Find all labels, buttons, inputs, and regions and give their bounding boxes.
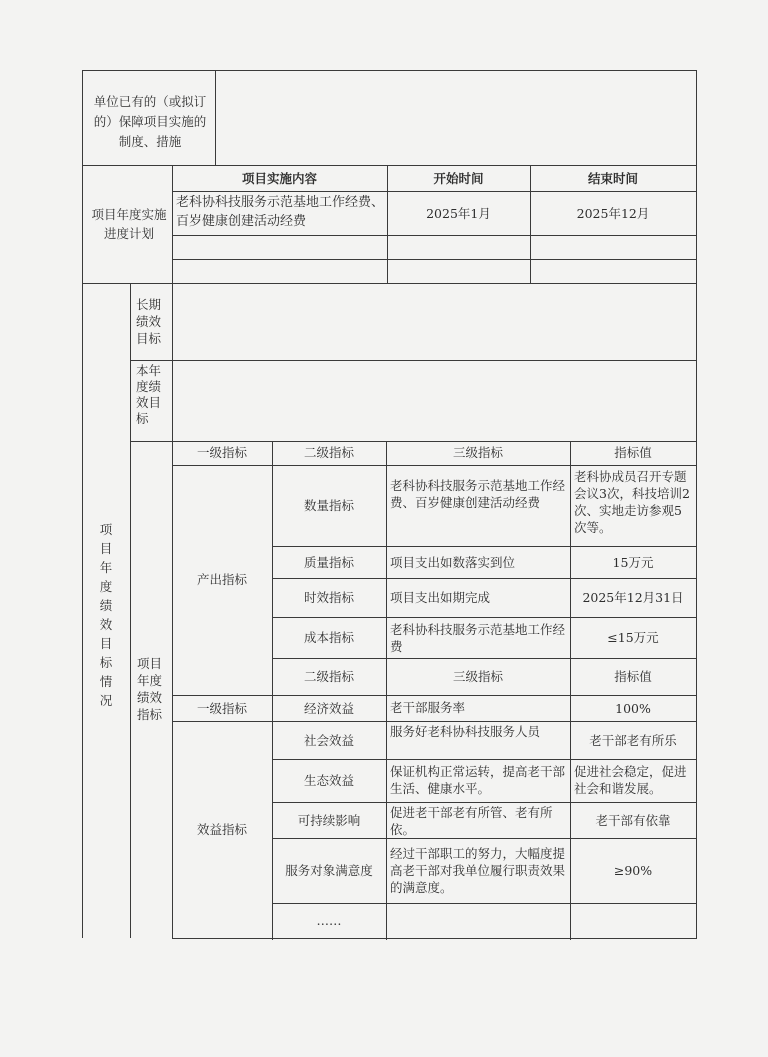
- long-term-label: 长期绩效目标: [136, 297, 162, 346]
- l2-ecological: 生态效益: [303, 773, 354, 788]
- schedule-label: 项目年度实施进度计划: [91, 207, 167, 241]
- schedule-header-content: 项目实施内容: [241, 171, 317, 186]
- schedule-header-start: 开始时间: [433, 171, 484, 186]
- table-border: [130, 441, 697, 442]
- output-indicator-label: 产出指标: [196, 572, 247, 587]
- table-border: [82, 70, 83, 938]
- perf-section-label: 项目年度绩效目标情况: [99, 522, 113, 708]
- l3-quantity: 老科协科技服务示范基地工作经费、百岁健康创建活动经费: [390, 478, 566, 510]
- value-cost: ≤15万元: [607, 630, 659, 645]
- value-economic: 100%: [615, 700, 651, 716]
- l3-economic: 老干部服务率: [390, 700, 466, 715]
- table-border: [215, 70, 216, 165]
- l2-social: 社会效益: [303, 732, 354, 748]
- l2-quality: 质量指标: [303, 554, 354, 570]
- table-border: [130, 283, 131, 938]
- l3-ecological: 保证机构正常运转，提高老干部生活、健康水平。: [390, 764, 566, 796]
- schedule-row-end: 2025年12月: [576, 206, 650, 221]
- col-header-l1: 一级指标: [196, 445, 247, 460]
- table-border: [172, 465, 697, 466]
- table-border: [130, 360, 697, 361]
- value-quality: 15万元: [612, 554, 654, 570]
- value-social: 老干部老有所乐: [589, 732, 677, 748]
- l2-cost: 成本指标: [303, 630, 354, 645]
- table-border: [82, 70, 697, 71]
- value-satisfaction: ≥90%: [613, 863, 653, 878]
- measures-label: 单位已有的（或拟订的）保障项目实施的制度、措施: [93, 94, 207, 149]
- l3-timeliness: 项目支出如期完成: [390, 590, 491, 605]
- col-header-l2: 二级指标: [303, 445, 354, 460]
- table-border: [82, 165, 697, 166]
- value-ecological: 促进社会稳定，促进社会和谐发展。: [574, 764, 687, 796]
- l2-timeliness: 时效指标: [303, 590, 354, 605]
- l2-sustainable: 可持续影响: [297, 812, 361, 828]
- value-header-repeat: 指标值: [614, 669, 652, 684]
- schedule-row-content: 老科协科技服务示范基地工作经费、百岁健康创建活动经费: [176, 195, 385, 229]
- annual-label: 本年度绩效目标: [136, 363, 162, 426]
- table-border: [696, 70, 697, 938]
- indicators-label: 项目年度绩效指标: [137, 656, 163, 722]
- l2-satisfaction: 服务对象满意度: [285, 863, 373, 878]
- l2-header-repeat: 二级指标: [303, 669, 354, 684]
- l3-quality: 项目支出如数落实到位: [390, 555, 516, 570]
- col-header-l3: 三级指标: [452, 445, 503, 460]
- l2-quantity: 数量指标: [303, 498, 354, 513]
- l1-header-repeat: 一级指标: [196, 700, 247, 716]
- l3-cost: 老科协科技服务示范基地工作经费: [390, 622, 566, 654]
- schedule-header-end: 结束时间: [587, 171, 638, 186]
- table-border: [172, 191, 697, 192]
- l3-sustainable: 促进老干部老有所管、老有所依。: [390, 805, 553, 837]
- value-quantity: 老科协成员召开专题会议3次，科技培训2次、实地走访参观5次等。: [574, 469, 690, 535]
- l3-header-repeat: 三级指标: [452, 669, 503, 684]
- table-border: [82, 283, 697, 284]
- table-border: [172, 259, 697, 260]
- table-border: [172, 235, 697, 236]
- col-header-value: 指标值: [614, 445, 652, 460]
- benefit-indicator-label: 效益指标: [196, 822, 247, 837]
- l2-economic: 经济效益: [303, 700, 354, 716]
- value-timeliness: 2025年12月31日: [582, 590, 684, 605]
- schedule-row-start: 2025年1月: [426, 206, 491, 221]
- l3-social: 服务好老科协科技服务人员: [390, 724, 541, 739]
- l3-satisfaction: 经过干部职工的努力，大幅度提高老干部对我单位履行职责效果的满意度。: [390, 846, 566, 895]
- value-sustainable: 老干部有依靠: [595, 812, 671, 828]
- l2-more: ……: [316, 913, 342, 928]
- table-border: [172, 938, 697, 939]
